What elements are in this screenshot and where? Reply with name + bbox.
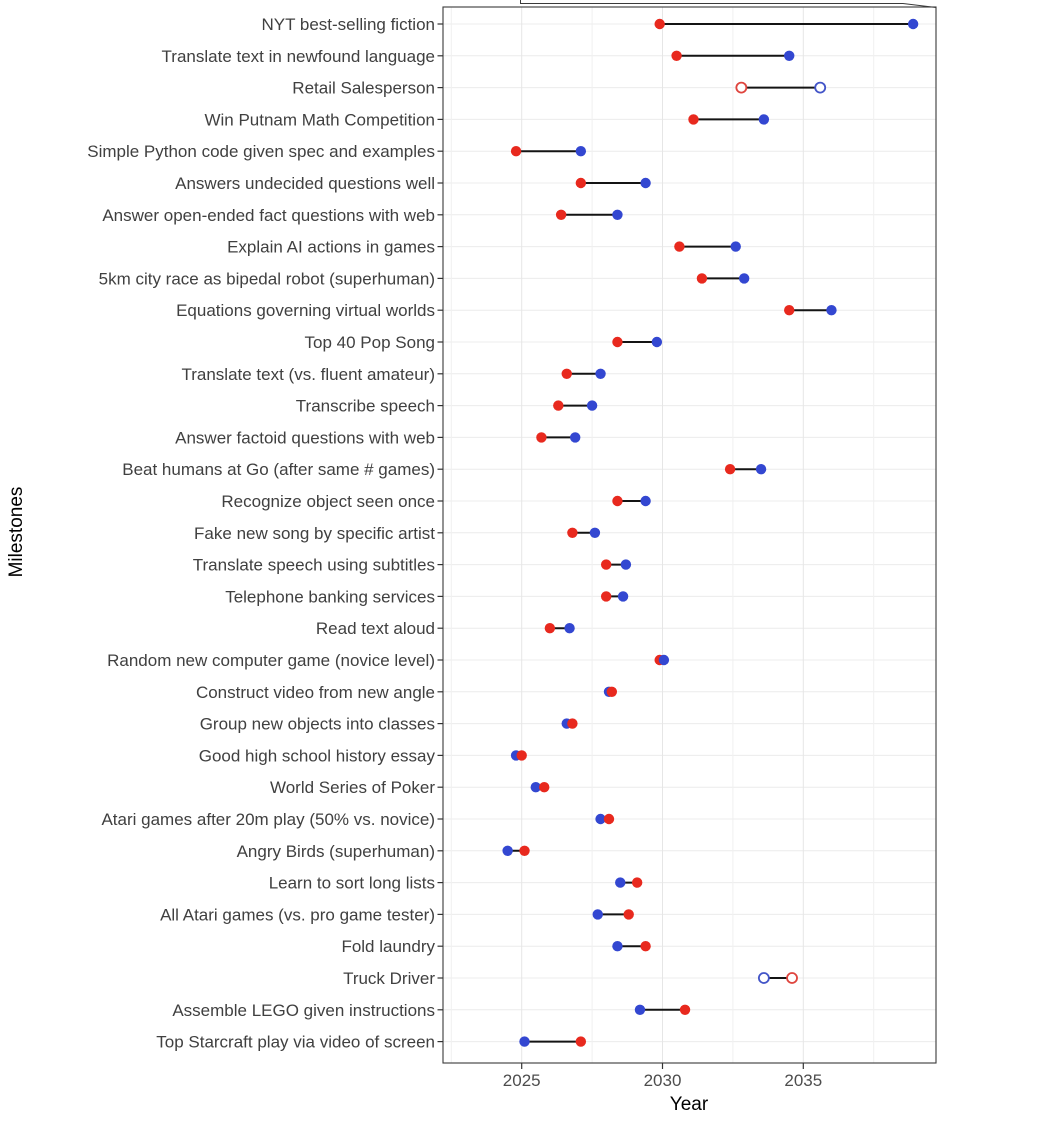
y-axis-label: Group new objects into classes	[199, 714, 435, 734]
blue-dot	[784, 51, 794, 61]
red-dot	[697, 273, 707, 283]
y-axis-label: All Atari games (vs. pro game tester)	[160, 905, 435, 925]
red-dot	[536, 432, 546, 442]
red-dot	[567, 718, 577, 728]
blue-dot	[615, 877, 625, 887]
y-axis-label: Answers undecided questions well	[175, 174, 435, 193]
y-axis-label: Good high school history essay	[198, 746, 435, 766]
red-dot	[519, 846, 529, 856]
red-dot	[624, 909, 634, 919]
blue-dot	[756, 464, 766, 474]
blue-dot	[612, 210, 622, 220]
y-axis-label: Simple Python code given spec and examples	[87, 142, 435, 162]
y-axis-label: Explain AI actions in games	[227, 237, 435, 257]
red-dot	[725, 464, 735, 474]
y-axis-label: Learn to sort long lists	[268, 873, 435, 893]
y-axis-label: Translate text (vs. fluent amateur)	[181, 364, 435, 384]
red-dot	[539, 782, 549, 792]
y-axis-label: Random new computer game (novice level)	[107, 651, 435, 670]
blue-dot	[621, 559, 631, 569]
y-axis-label: Beat humans at Go (after same # games)	[122, 460, 435, 480]
red-dot	[562, 369, 572, 379]
blue-dot	[502, 846, 512, 856]
blue-dot	[908, 19, 918, 29]
red-dot	[784, 305, 794, 315]
y-axis-label: Assemble LEGO given instructions	[172, 1000, 435, 1020]
y-axis-label: Truck Driver	[343, 969, 435, 988]
y-axis-label: Translate text in newfound language	[161, 46, 435, 66]
y-axis-label: Retail Salesperson	[292, 78, 435, 98]
y-axis-label: Answer open-ended fact questions with web	[102, 205, 435, 225]
red-dot	[688, 114, 698, 124]
red-dot	[576, 178, 586, 188]
y-axis-label: Fake new song by specific artist	[194, 523, 435, 543]
red-dot	[517, 750, 527, 760]
x-tick-label: 2035	[784, 1071, 823, 1090]
red-dot	[671, 51, 681, 61]
panel-border	[443, 7, 936, 1063]
red-dot	[545, 623, 555, 633]
y-axis-label: Read text aloud	[315, 619, 435, 639]
red-dot-hollow	[787, 973, 797, 983]
red-dot	[556, 210, 566, 220]
y-axis-label: Angry Birds (superhuman)	[236, 841, 435, 861]
y-axis-label: Fold laundry	[341, 937, 435, 957]
red-dot	[553, 400, 563, 410]
red-dot-hollow	[736, 83, 746, 93]
blue-dot	[659, 655, 669, 665]
y-axis-label: Transcribe speech	[295, 396, 435, 416]
blue-dot	[618, 591, 628, 601]
red-dot	[612, 337, 622, 347]
blue-dot	[576, 146, 586, 156]
y-axis-label: Answer factoid questions with web	[175, 428, 435, 448]
blue-dot	[519, 1036, 529, 1046]
red-dot	[640, 941, 650, 951]
x-tick-label: 2025	[502, 1071, 541, 1090]
red-dot	[604, 814, 614, 824]
y-axis-label: Top Starcraft play via video of screen	[156, 1032, 435, 1052]
red-dot	[567, 528, 577, 538]
blue-dot	[587, 400, 597, 410]
blue-dot	[593, 909, 603, 919]
blue-dot	[826, 305, 836, 315]
y-axis-label: Telephone banking services	[225, 587, 435, 607]
y-axis-label: World Series of Poker	[269, 778, 435, 798]
blue-dot	[635, 1005, 645, 1015]
y-axis-label: Win Putnam Math Competition	[204, 110, 435, 130]
blue-dot	[590, 528, 600, 538]
red-dot	[576, 1036, 586, 1046]
y-axis-label: Top 40 Pop Song	[304, 333, 435, 352]
y-axis-title: Milestones	[6, 486, 27, 578]
blue-dot-hollow	[815, 83, 825, 93]
top-callout-line	[521, 0, 937, 8]
blue-dot	[759, 114, 769, 124]
blue-dot	[739, 273, 749, 283]
y-axis-label: Recognize object seen once	[221, 492, 435, 511]
red-dot	[601, 559, 611, 569]
red-dot	[601, 591, 611, 601]
blue-dot-hollow	[759, 973, 769, 983]
y-axis-label: Translate speech using subtitles	[192, 555, 435, 575]
blue-dot	[731, 241, 741, 251]
red-dot	[654, 19, 664, 29]
x-tick-label: 2030	[643, 1071, 682, 1090]
x-axis-title: Year	[669, 1094, 709, 1115]
y-axis-label: 5km city race as bipedal robot (superhuman)	[98, 269, 435, 289]
blue-dot	[595, 369, 605, 379]
red-dot	[607, 687, 617, 697]
y-axis-label: Atari games after 20m play (50% vs. novice)	[101, 810, 435, 829]
y-axis-label: Construct video from new angle	[195, 682, 435, 702]
y-axis-label: NYT best-selling fiction	[261, 15, 435, 34]
blue-dot	[570, 432, 580, 442]
red-dot	[511, 146, 521, 156]
y-axis-label: Equations governing virtual worlds	[176, 301, 435, 321]
red-dot	[680, 1005, 690, 1015]
blue-dot	[640, 178, 650, 188]
blue-dot	[612, 941, 622, 951]
red-dot	[674, 241, 684, 251]
red-dot	[612, 496, 622, 506]
blue-dot	[652, 337, 662, 347]
blue-dot	[640, 496, 650, 506]
red-dot	[632, 877, 642, 887]
blue-dot	[564, 623, 574, 633]
